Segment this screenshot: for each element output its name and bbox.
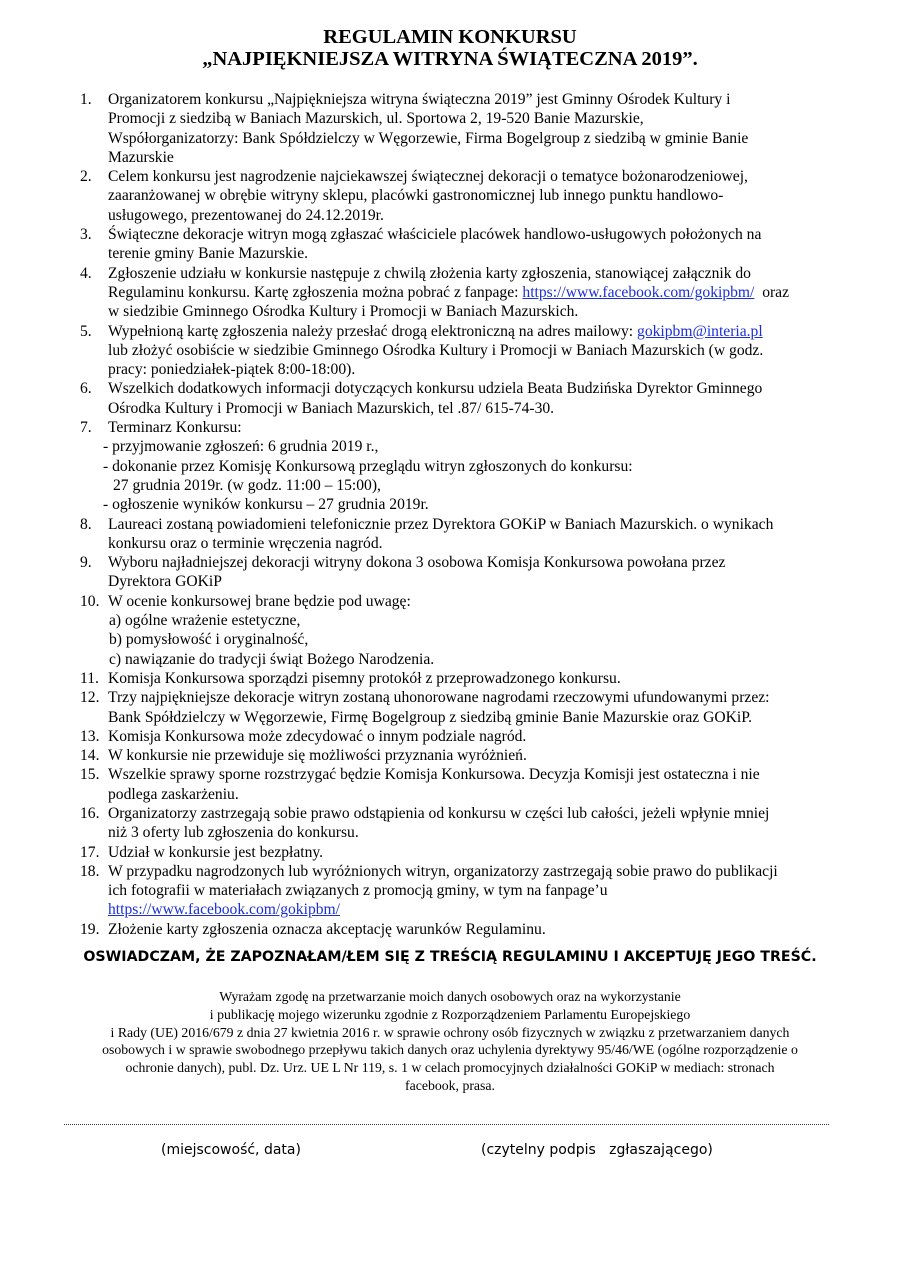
rule-text: zaaranżowanej w obrębie witryny sklepu, placówki gastronomicznej lub innego punktu handlowo- bbox=[108, 187, 724, 205]
rule-text: niż 3 oferty lub zgłoszenia do konkursu. bbox=[108, 824, 359, 842]
rule-text: W przypadku nagrodzonych lub wyróżnionych witryn, organizatorzy zastrzegają sobie prawo do publikacji bbox=[108, 862, 778, 880]
rule-text: pracy: poniedziałek-piątek 8:00-18:00). bbox=[108, 361, 356, 379]
rule-text: Wyboru najładniejszej dekoracji witryny dokona 3 osobowa Komisja Konkursowa powołana przez bbox=[108, 554, 726, 572]
rule-text: Wypełnioną kartę zgłoszenia należy przesłać drogą elektroniczną na adres mailowy: bbox=[108, 322, 638, 340]
rule-item-14 bbox=[0, 746, 828, 765]
rule-number: 17. bbox=[80, 843, 100, 861]
rule-text: Wszelkich dodatkowych informacji dotyczących konkursu udziela Beata Budzińska Dyrektor Gminnego bbox=[108, 380, 763, 398]
rule-text: Złożenie karty zgłoszenia oznacza akceptację warunków Regulaminu. bbox=[108, 920, 546, 938]
rule-text: Regulaminu konkursu. Kartę zgłoszenia można pobrać z fanpage: bbox=[108, 283, 523, 301]
criteria-entry: a) ogólne wrażenie estetyczne, bbox=[109, 612, 301, 630]
schedule-entry: - dokonanie przez Komisję Konkursową przeglądu witryn zgłoszonych do konkursu: bbox=[103, 457, 633, 475]
consent-line: Wyrażam zgodę na przetwarzanie moich danych osobowych oraz na wykorzystanie bbox=[219, 989, 681, 1004]
rule-item-10 bbox=[0, 592, 828, 669]
schedule-entry: - przyjmowanie zgłoszeń: 6 grudnia 2019 r., bbox=[103, 438, 379, 456]
rule-text: Zgłoszenie udziału w konkursie następuje z chwilą złożenia karty zgłoszenia, stanowiącej załącznik do bbox=[108, 264, 751, 282]
document-title: REGULAMIN KONKURSU bbox=[323, 26, 577, 48]
rule-item-6 bbox=[0, 379, 828, 418]
rule-heading: Terminarz Konkursu: bbox=[108, 419, 242, 437]
rule-text: Organizatorzy zastrzegają sobie prawo odstąpienia od konkursu w części lub całości, jeżeli wpłynie mniej bbox=[108, 804, 770, 822]
rule-number: 7. bbox=[80, 419, 92, 437]
rule-text: Organizatorem konkursu „Najpiękniejsza witryna świąteczna 2019” jest Gminny Ośrodek Kultury i bbox=[108, 91, 731, 108]
rule-number: 19. bbox=[80, 920, 100, 938]
rule-number: 16. bbox=[80, 804, 100, 822]
rule-text: Bank Spółdzielczy w Węgorzewie, Firmę Bogelgroup z siedzibą gminie Banie Mazurskie oraz GOKiP. bbox=[108, 708, 753, 726]
rule-number: 9. bbox=[80, 554, 92, 572]
rule-item-19 bbox=[0, 920, 828, 939]
rule-text: Komisja Konkursowa może zdecydować o innym podziale nagród. bbox=[108, 727, 527, 745]
rule-number: 15. bbox=[80, 766, 100, 784]
rule-number: 3. bbox=[80, 226, 92, 244]
document-subtitle: „NAJPIĘKNIEJSZA WITRYNA ŚWIĄTECZNA 2019”. bbox=[202, 48, 698, 70]
rule-item-13 bbox=[0, 727, 828, 746]
rule-text: oraz bbox=[754, 283, 790, 301]
rules-list bbox=[0, 90, 900, 939]
rule-text: usługowego, prezentowanej do 24.12.2019r. bbox=[108, 206, 384, 224]
criteria-entry: c) nawiązanie do tradycji świąt Bożego Narodzenia. bbox=[109, 650, 435, 668]
rule-text: Ośrodka Kultury i Promocji w Baniach Mazurskich, tel .87/ 615-74-30. bbox=[108, 399, 555, 417]
signature-dotted-line bbox=[64, 1124, 829, 1129]
rule-item-4 bbox=[0, 264, 828, 322]
rule-item-2 bbox=[0, 167, 828, 225]
rule-text: Mazurskie bbox=[108, 148, 174, 166]
rule-number: 11. bbox=[80, 669, 99, 687]
rule-text: Komisja Konkursowa sporządzi pisemny protokół z przeprowadzonego konkursu. bbox=[108, 669, 621, 687]
rule-text: podlega zaskarżeniu. bbox=[108, 785, 239, 803]
facebook-link[interactable]: https://www.facebook.com/gokipbm/ bbox=[108, 901, 340, 919]
rule-number: 13. bbox=[80, 727, 100, 745]
rule-item-18 bbox=[0, 862, 828, 920]
data-consent-clause bbox=[40, 988, 860, 1095]
rule-text: lub złożyć osobiście w siedzibie Gminnego Ośrodka Kultury i Promocji w Baniach Mazurskich (w godz. bbox=[108, 341, 764, 359]
rule-item-1 bbox=[0, 90, 828, 167]
schedule-entry: 27 grudnia 2019r. (w godz. 11:00 – 15:00), bbox=[113, 476, 381, 494]
rule-number: 18. bbox=[80, 862, 100, 880]
rule-item-3 bbox=[0, 225, 828, 264]
rule-number: 14. bbox=[80, 747, 100, 765]
rule-number: 10. bbox=[80, 592, 100, 610]
rule-text: ich fotografii w materiałach związanych z promocją gminy, w tym na fanpage’u bbox=[108, 882, 608, 900]
facebook-link[interactable]: https://www.facebook.com/gokipbm/ bbox=[522, 283, 755, 301]
rule-item-11 bbox=[0, 669, 828, 688]
consent-line: osobowych i w sprawie swobodnego przepływu takich danych oraz uchylenia dyrektywy 95/46/WE (ogólne rozporządzenie o bbox=[102, 1042, 798, 1058]
rule-text-with-link bbox=[108, 322, 828, 341]
rule-heading: W ocenie konkursowej brane będzie pod uwagę: bbox=[108, 592, 411, 610]
rule-text: Wszelkie sprawy sporne rozstrzygać będzie Komisja Konkursowa. Decyzja Komisji jest ostateczna i nie bbox=[108, 766, 760, 784]
rule-number: 5. bbox=[80, 322, 92, 340]
rule-text-with-link bbox=[108, 283, 828, 302]
rule-text: Celem konkursu jest nagrodzenie najciekawszej świątecznej dekoracji o tematyce bożonarodzeniowej, bbox=[108, 168, 748, 186]
acceptance-declaration: OSWIADCZAM, ŻE ZAPOZNAŁAM/ŁEM SIĘ Z TREŚCIĄ REGULAMINU I AKCEPTUJĘ JEGO TREŚĆ. bbox=[83, 949, 817, 965]
rule-text: terenie gminy Banie Mazurskie. bbox=[108, 245, 309, 263]
rule-item-16 bbox=[0, 804, 828, 843]
rule-number: 2. bbox=[80, 168, 92, 186]
consent-line: facebook, prasa. bbox=[404, 1077, 496, 1093]
rule-text: Dyrektora GOKiP bbox=[108, 573, 222, 591]
rule-text: Świąteczne dekoracje witryn mogą zgłaszać właściciele placówek handlowo-usługowych położonych na bbox=[108, 226, 762, 244]
consent-line: i Rady (UE) 2016/679 z dnia 27 kwietnia 2016 r. w sprawie ochrony osób fizycznych w związku z przetwarzaniem danych bbox=[110, 1024, 790, 1040]
rule-item-17 bbox=[0, 843, 828, 862]
rule-text: konkursu oraz o terminie wręczenia nagród. bbox=[108, 534, 383, 552]
rule-text: Laureaci zostaną powiadomieni telefonicznie przez Dyrektora GOKiP w Baniach Mazurskich. o wynikach bbox=[108, 515, 774, 533]
rule-item-9 bbox=[0, 553, 828, 592]
rule-number: 6. bbox=[80, 380, 92, 398]
rule-item-5 bbox=[0, 322, 828, 380]
place-date-label: (miejscowość, data) bbox=[161, 1142, 301, 1158]
rule-number: 12. bbox=[80, 689, 100, 707]
rule-text: Promocji z siedzibą w Baniach Mazurskich, ul. Sportowa 2, 19-520 Banie Mazurskie, bbox=[108, 110, 644, 128]
rule-link-line bbox=[108, 900, 828, 919]
rule-text: Trzy najpiękniejsze dekoracje witryn zostaną uhonorowane nagrodami rzeczowymi ufundowanymi przez: bbox=[108, 689, 770, 707]
consent-line: i publikację mojego wizerunku zgodnie z Rozporządzeniem Parlamentu Europejskiego bbox=[209, 1006, 691, 1022]
rule-item-12 bbox=[0, 688, 828, 727]
rule-text: w siedzibie Gminnego Ośrodka Kultury i Promocji w Baniach Mazurskich. bbox=[108, 303, 579, 321]
rule-item-7 bbox=[0, 418, 828, 514]
rule-number: 1. bbox=[80, 91, 92, 108]
rule-text: Współorganizatorzy: Bank Spółdzielczy w Węgorzewie, Firma Bogelgroup z siedzibą w gminie Banie bbox=[108, 129, 749, 147]
rule-number: 4. bbox=[80, 264, 92, 282]
consent-line: ochronie danych), publ. Dz. Urz. UE L Nr 119, s. 1 w celach promocyjnych działalności GOKiP w mediach: stronach bbox=[125, 1060, 775, 1076]
rule-text: W konkursie nie przewiduje się możliwości przyznania wyróżnień. bbox=[108, 747, 527, 765]
rule-item-15 bbox=[0, 765, 828, 804]
criteria-entry: b) pomysłowość i oryginalność, bbox=[109, 631, 309, 649]
email-link[interactable]: gokipbm@interia.pl bbox=[637, 322, 763, 340]
signature-label: (czytelny podpis zgłaszającego) bbox=[481, 1142, 713, 1158]
schedule-entry: - ogłoszenie wyników konkursu – 27 grudnia 2019r. bbox=[103, 496, 429, 514]
rule-item-8 bbox=[0, 515, 828, 554]
rule-number: 8. bbox=[80, 515, 92, 533]
rule-text: Udział w konkursie jest bezpłatny. bbox=[108, 843, 324, 861]
